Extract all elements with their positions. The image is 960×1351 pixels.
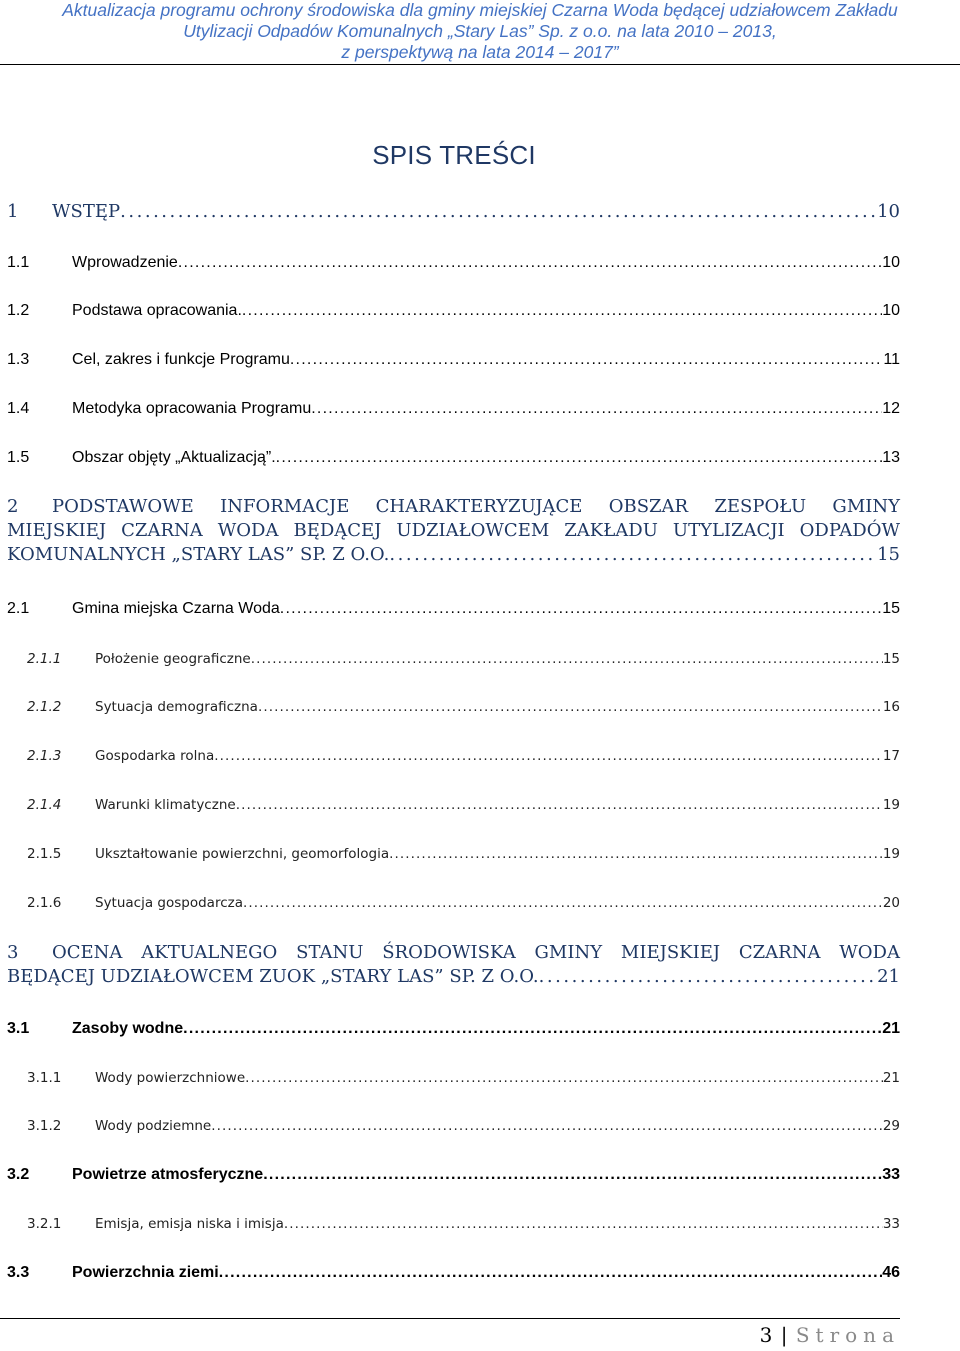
toc-page: 19 — [882, 797, 900, 813]
toc-title: SPIS TREŚCI — [372, 140, 536, 170]
toc-entry-2-1-1[interactable] — [0, 648, 900, 670]
footer-page-word: Strona — [795, 1323, 900, 1347]
toc-page: 13 — [882, 449, 900, 466]
toc-number: 3.1 — [7, 1020, 30, 1037]
toc-text: Podstawa opracowania. — [72, 302, 242, 319]
toc-page: 19 — [882, 846, 900, 862]
toc-number: 3.3 — [7, 1264, 30, 1281]
leader-dots — [263, 1164, 882, 1186]
toc-entry-2-1-2[interactable] — [0, 696, 900, 718]
toc-entry-2-1[interactable] — [0, 598, 900, 620]
leader-dots — [211, 1115, 883, 1137]
toc-number: 1.3 — [7, 351, 30, 368]
footer-page-number: 3 — [759, 1323, 773, 1347]
toc-text: Położenie geograficzne — [95, 651, 251, 667]
toc-text: Obszar objęty „Aktualizacją”. — [72, 449, 276, 466]
toc-text: Wprowadzenie — [72, 254, 178, 271]
leader-dots — [251, 648, 883, 670]
toc-number: 1.2 — [7, 302, 30, 319]
toc-text: Powietrze atmosferyczne — [72, 1166, 264, 1183]
toc-entry-3-2-1[interactable] — [0, 1213, 900, 1235]
toc-number: 2.1.2 — [27, 699, 62, 715]
toc-entry-1-1[interactable] — [0, 252, 900, 274]
toc-page: 33 — [882, 1166, 900, 1183]
header-line: z perspektywą na lata 2014 – 2017” — [341, 42, 619, 62]
toc-number: 3.1.2 — [27, 1118, 62, 1134]
leader-dots — [214, 745, 883, 767]
toc-number: 3.2.1 — [27, 1216, 62, 1232]
leader-dots — [219, 1262, 882, 1284]
toc-text: Warunki klimatyczne — [95, 797, 236, 813]
toc-page: 16 — [882, 699, 900, 715]
toc-number: 1 — [7, 201, 19, 222]
header-line: Utylizacji Odpadów Komunalnych „Stary Las” Sp. z o.o. na lata 2010 – 2013, — [183, 21, 777, 41]
toc-number: 3.1.1 — [27, 1070, 62, 1086]
toc-number: 2.1 — [7, 600, 30, 617]
toc-text-line: PODSTAWOWE INFORMACJE CHARAKTERYZUJĄCE OBSZAR ZESPOŁU GMINY — [52, 496, 900, 517]
leader-dots — [389, 543, 877, 567]
toc-text-line: BĘDĄCEJ UDZIAŁOWCEM ZUOK „STARY LAS” SP. Z O.O. — [7, 966, 539, 987]
toc-text: Sytuacja gospodarcza — [95, 895, 243, 911]
toc-page: 10 — [882, 254, 900, 271]
toc-number: 2.1.1 — [27, 651, 62, 667]
toc-text-line: KOMUNALNYCH „STARY LAS” SP. Z O.O. — [7, 544, 390, 565]
toc-text-line: OCENA AKTUALNEGO STANU ŚRODOWISKA GMINY MIEJSKIEJ CZARNA WODA — [52, 942, 900, 963]
leader-dots — [389, 843, 883, 865]
toc-number: 3.2 — [7, 1166, 30, 1183]
toc-text: WSTĘP — [52, 201, 121, 222]
toc-text: Wody powierzchniowe — [95, 1070, 246, 1086]
leader-dots — [120, 200, 877, 224]
leader-dots — [243, 892, 883, 914]
toc-page: 15 — [877, 544, 900, 565]
toc-text: Powierzchnia ziemi — [72, 1264, 219, 1281]
toc-entry-2-1-3[interactable] — [0, 745, 900, 767]
leader-dots — [236, 794, 883, 816]
page-footer — [0, 1318, 900, 1347]
toc-page: 21 — [882, 1070, 900, 1086]
header-line: Aktualizacja programu ochrony środowiska dla gminy miejskiej Czarna Woda będącej udziałowcem Zakładu — [62, 0, 898, 20]
toc-entry-1-2[interactable] — [0, 300, 900, 322]
toc-entry-3[interactable] — [0, 941, 900, 989]
toc-number: 2.1.5 — [27, 846, 62, 862]
leader-dots — [178, 252, 882, 274]
toc-text: Cel, zakres i funkcje Programu — [72, 351, 290, 368]
running-header — [0, 0, 960, 65]
toc-number: 3 — [7, 942, 19, 963]
leader-dots — [183, 1018, 882, 1040]
toc-page: 12 — [882, 400, 900, 417]
toc-page: 15 — [882, 600, 900, 617]
toc-entry-1-4[interactable] — [0, 398, 900, 420]
toc-page: 20 — [882, 895, 900, 911]
toc-page: 11 — [883, 351, 900, 368]
toc-page: 10 — [877, 201, 900, 222]
toc-page: 10 — [882, 302, 900, 319]
toc-number: 2.1.4 — [27, 797, 62, 813]
toc-entry-3-2[interactable] — [0, 1164, 900, 1186]
toc-number: 2 — [7, 496, 19, 517]
toc-text-line: MIEJSKIEJ CZARNA WODA BĘDĄCEJ UDZIAŁOWCEM ZAKŁADU UTYLIZACJI ODPADÓW — [7, 520, 900, 541]
leader-dots — [276, 447, 883, 469]
toc-entry-2-1-6[interactable] — [0, 892, 900, 914]
toc-entry-2[interactable] — [0, 495, 900, 567]
toc-number: 2.1.3 — [27, 748, 62, 764]
toc-number: 1.1 — [7, 254, 30, 271]
toc-entry-3-1-2[interactable] — [0, 1115, 900, 1137]
toc-text: Gmina miejska Czarna Woda — [72, 600, 280, 617]
toc-entry-3-3[interactable] — [0, 1262, 900, 1284]
leader-dots — [539, 965, 877, 989]
toc-text: Zasoby wodne — [72, 1020, 184, 1037]
toc-page: 33 — [882, 1216, 900, 1232]
leader-dots — [290, 349, 884, 371]
leader-dots — [311, 398, 882, 420]
leader-dots — [242, 300, 882, 322]
toc-text: Metodyka opracowania Programu — [72, 400, 312, 417]
toc-text: Gospodarka rolna — [95, 748, 215, 764]
toc-entry-3-1[interactable] — [0, 1018, 900, 1040]
toc-page: 46 — [882, 1264, 900, 1281]
toc-entry-2-1-5[interactable] — [0, 843, 900, 865]
toc-entry-3-1-1[interactable] — [0, 1067, 900, 1089]
toc-text: Emisja, emisja niska i imisja — [95, 1216, 284, 1232]
leader-dots — [258, 696, 883, 718]
toc-entry-1-3[interactable] — [0, 349, 900, 371]
footer-separator: | — [780, 1323, 788, 1347]
toc-number: 2.1.6 — [27, 895, 62, 911]
toc-entry-2-1-4[interactable] — [0, 794, 900, 816]
toc-text: Wody podziemne — [95, 1118, 212, 1134]
toc-page: 21 — [882, 1020, 900, 1037]
toc-text: Ukształtowanie powierzchni, geomorfologia — [95, 846, 390, 862]
toc-page: 15 — [882, 651, 900, 667]
leader-dots — [280, 598, 882, 620]
toc-entry-1-5[interactable] — [0, 447, 900, 469]
leader-dots — [245, 1067, 883, 1089]
toc-entry-1[interactable] — [0, 200, 900, 224]
toc-text: Sytuacja demograficzna — [95, 699, 258, 715]
leader-dots — [284, 1213, 883, 1235]
toc-page: 21 — [877, 966, 900, 987]
toc-number: 1.4 — [7, 400, 30, 417]
toc-page: 17 — [882, 748, 900, 764]
toc-page: 29 — [882, 1118, 900, 1134]
toc-number: 1.5 — [7, 449, 30, 466]
